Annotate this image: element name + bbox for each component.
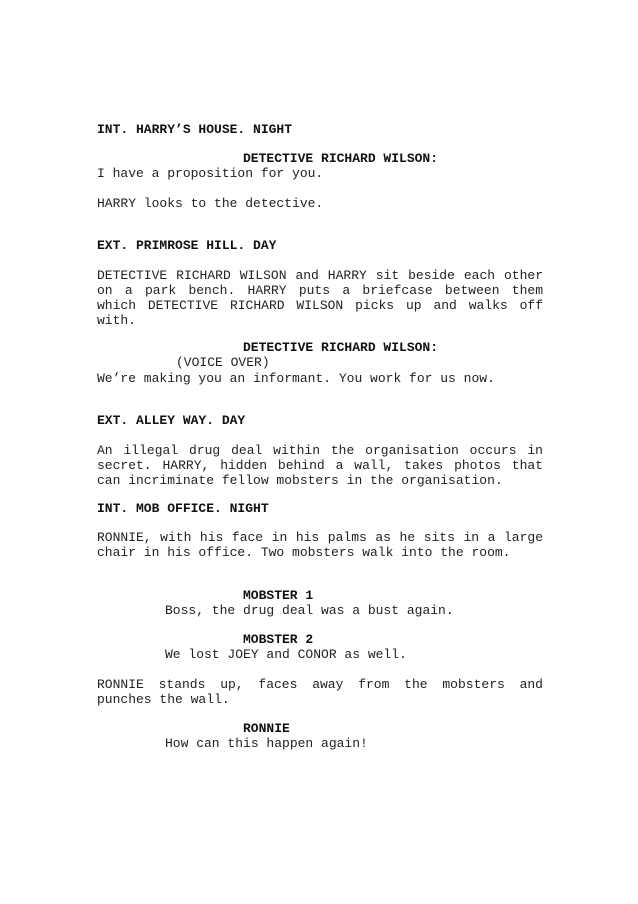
scene-heading: INT. MOB OFFICE. NIGHT <box>97 501 269 516</box>
dialogue: We’re making you an informant. You work for us now. <box>97 371 495 386</box>
character-name: RONNIE <box>243 721 290 736</box>
action-line: with. <box>97 313 137 328</box>
character-name: MOBSTER 2 <box>243 632 314 647</box>
action-line: chair in his office. Two mobsters walk into the room. <box>97 545 511 560</box>
action-line: DETECTIVE RICHARD WILSON and HARRY sit beside each other <box>97 268 543 283</box>
action-line: secret. HARRY, hidden behind a wall, takes photos that <box>97 458 543 473</box>
scene-heading: INT. HARRY’S HOUSE. NIGHT <box>97 122 293 137</box>
scene-heading: EXT. PRIMROSE HILL. DAY <box>97 238 277 253</box>
character-name: DETECTIVE RICHARD WILSON: <box>243 151 439 166</box>
dialogue: I have a proposition for you. <box>97 166 324 181</box>
dialogue: Boss, the drug deal was a bust again. <box>165 603 454 618</box>
dialogue: We lost JOEY and CONOR as well. <box>165 647 407 662</box>
action-line: can incriminate fellow mobsters in the organisation. <box>97 473 503 488</box>
action-line: RONNIE stands up, faces away from the mobsters and <box>97 677 543 692</box>
dialogue: How can this happen again! <box>165 736 368 751</box>
character-name: DETECTIVE RICHARD WILSON: <box>243 340 439 355</box>
character-name: MOBSTER 1 <box>243 588 314 603</box>
action-line: HARRY looks to the detective. <box>97 196 324 211</box>
scene-heading: EXT. ALLEY WAY. DAY <box>97 413 246 428</box>
action-line: An illegal drug deal within the organisation occurs in <box>97 443 543 458</box>
action-line: which DETECTIVE RICHARD WILSON picks up and walks off <box>97 298 543 313</box>
action-line: on a park bench. HARRY puts a briefcase between them <box>97 283 543 298</box>
action-line: punches the wall. <box>97 692 230 707</box>
action-line: RONNIE, with his face in his palms as he sits in a large <box>97 530 543 545</box>
parenthetical: (VOICE OVER) <box>176 355 270 370</box>
